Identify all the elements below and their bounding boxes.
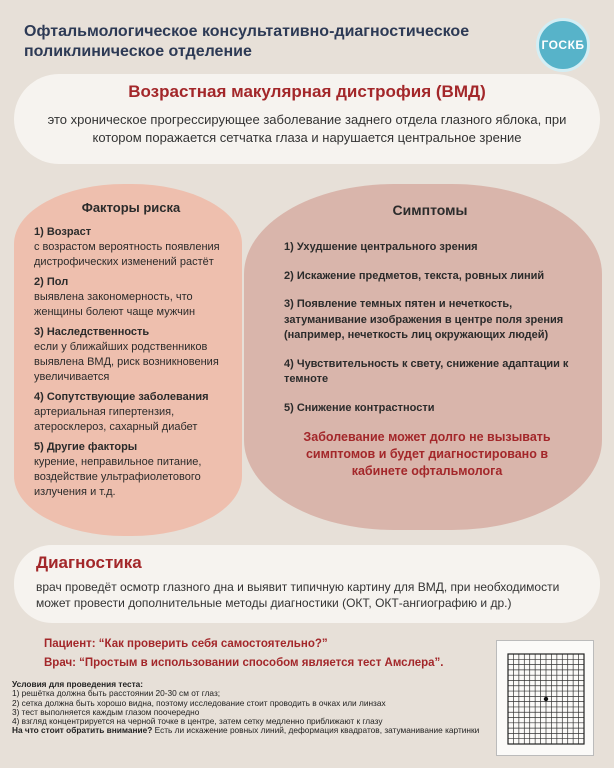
amsler-grid-graphic: [497, 641, 595, 757]
risk-item-text: если у ближайших родственников выявлена ВМД, риск возникновения увеличивается: [34, 341, 219, 383]
risk-item-text: артериальная гипертензия, атеросклероз, сахарный диабет: [34, 406, 198, 433]
risk-factors-title: Факторы риска: [81, 200, 181, 215]
symptoms-title: Симптомы: [392, 202, 468, 218]
disease-title: Возрастная макулярная дистрофия (ВМД): [128, 82, 486, 101]
risk-item: [34, 440, 228, 500]
risk-item-label: 3) Наследственность: [34, 326, 150, 338]
disease-definition: это хроническое прогрессирующее заболевание заднего отдела глазного яблока, при котором поражается сетчатка глаза и нарушается центральное зрение: [47, 112, 567, 145]
diagnostics-card: [14, 545, 600, 623]
attention-label: На что стоит обратить внимание?: [12, 725, 153, 736]
risk-factors-panel: [14, 184, 242, 536]
intro-card: [14, 74, 600, 164]
patient-question: Пациент: “Как проверить себя самостоятельно?”: [44, 638, 328, 650]
risk-item: [34, 325, 228, 385]
logo-text: ГОСКБ: [541, 38, 585, 52]
condition-item: 2) сетка должна быть хорошо видна, поэтому исследование стоит проводить в очках или линзах: [12, 697, 386, 708]
diagnostics-text: врач проведёт осмотр глазного дна и выявит типичную картину для ВМД, при необходимости может провести дополнительные методы диагностики (ОКТ, ОКТ-ангиографию и др.): [36, 580, 560, 610]
page-title: Офтальмологическое консультативно-диагностическое поликлиническое отделение: [24, 23, 470, 60]
risk-item: [34, 225, 228, 270]
risk-item: [34, 390, 228, 435]
symptom-item: 2) Искажение предметов, текста, ровных линий: [284, 269, 545, 282]
symptom-item: 5) Снижение контрастности: [284, 401, 435, 414]
test-conditions: [12, 680, 492, 736]
symptom-item: 1) Ухудшение центрального зрения: [284, 241, 478, 253]
diagnostics-title: Диагностика: [36, 553, 142, 572]
test-conditions-title: Условия для проведения теста:: [12, 679, 144, 689]
risk-item-text: курение, неправильное питание, воздействие ультрафиолетового излучения и т.д.: [34, 456, 202, 498]
risk-item-label: 4) Сопутствующие заболевания: [34, 391, 209, 403]
risk-item-label: 2) Пол: [34, 276, 69, 288]
risk-item: [34, 275, 228, 320]
risk-item-label: 5) Другие факторы: [34, 441, 138, 453]
amsler-grid-icon: [496, 640, 594, 756]
hospital-logo-icon: [536, 18, 590, 72]
symptom-item: 4) Чувствительность к свету, снижение адаптации к темноте: [284, 357, 569, 385]
risk-item-text: выявлена закономерность, что женщины болеют чаще мужчин: [34, 291, 196, 318]
risk-item-text: с возрастом вероятность появления дистрофических изменений растёт: [34, 241, 220, 268]
risk-item-label: 1) Возраст: [34, 226, 92, 238]
condition-item: 4) взгляд концентрируется на черной точке в центре, затем сетку медленно приближают к глазу: [12, 716, 383, 727]
doctor-answer: Врач: “Простым в использовании способом является тест Амслера”.: [44, 657, 444, 669]
condition-item: 1) решётка должна быть расстоянии 20-30 см от глаз;: [12, 688, 221, 699]
symptom-item: 3) Появление темных пятен и нечеткость, затуманивание изображения в центре поля зрения (например, нечеткость лиц окружающих людей): [284, 298, 564, 341]
dialog-block: [44, 635, 484, 673]
symptoms-warning: Заболевание может долго не вызывать симптомов и будет диагностировано в кабинете офтальмолога: [303, 430, 551, 478]
symptoms-panel: [244, 184, 602, 530]
condition-item: 3) тест выполняется каждым глазом поочередно: [12, 706, 200, 717]
attention-text: Есть ли искажение ровных линий, деформация квадратов, затуманивание картинки: [152, 725, 480, 736]
